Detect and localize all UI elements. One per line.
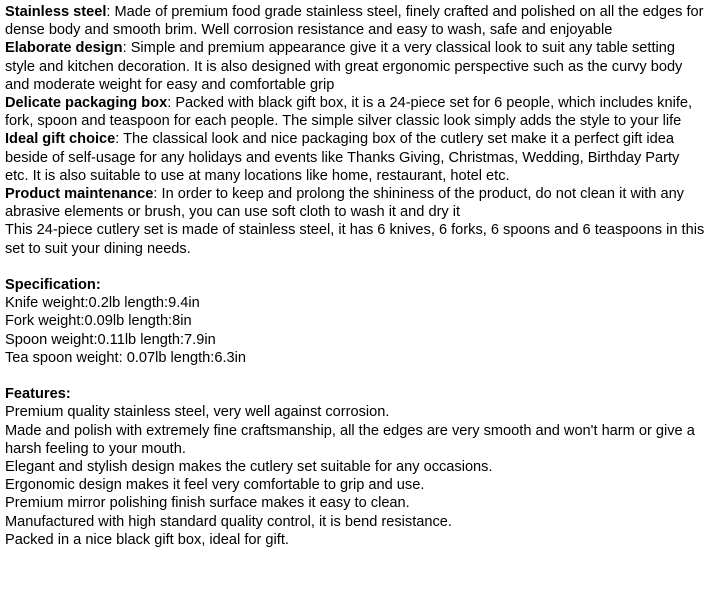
section-text: : In order to keep and prolong the shininess of the product, do not clean it with any abrasive elements or brush, you can use soft cloth to wash it and dry it — [5, 186, 684, 221]
features-heading: Features: — [5, 386, 71, 403]
section-heading: Product maintenance — [5, 186, 154, 203]
section-product-maintenance — [5, 185, 705, 221]
section-elaborate-design — [5, 39, 705, 94]
feature-line: Made and polish with extremely fine craftsmanship, all the edges are very smooth and won't harm or give a harsh feeling to your mouth. — [5, 422, 695, 457]
spec-line: Spoon weight:0.11lb length:7.9in — [5, 331, 216, 348]
feature-line: Premium mirror polishing finish surface makes it easy to clean. — [5, 495, 410, 512]
feature-line: Elegant and stylish design makes the cutlery set suitable for any occasions. — [5, 459, 493, 476]
feature-line: Manufactured with high standard quality control, it is bend resistance. — [5, 513, 452, 530]
section-heading: Ideal gift choice — [5, 131, 116, 148]
section-stainless-steel — [5, 3, 705, 39]
section-text: : Simple and premium appearance give it a very classical look to suit any table setting style and kitchen decoration. It is also designed with great ergonomic perspective such as the curvy body and moderate weight for easy and comfortable grip — [5, 40, 683, 93]
spacer — [5, 258, 705, 276]
spec-line: Tea spoon weight: 0.07lb length:6.3in — [5, 349, 246, 366]
section-text: : Made of premium food grade stainless steel, finely crafted and polished on all the edges for dense body and smooth brim. Well corrosion resistance and easy to wash, safe and enjoyable — [5, 4, 704, 39]
feature-line: Packed in a nice black gift box, ideal for gift. — [5, 531, 289, 548]
section-heading: Elaborate design — [5, 40, 123, 57]
section-heading: Delicate packaging box — [5, 95, 168, 112]
spec-line: Knife weight:0.2lb length:9.4in — [5, 295, 200, 312]
summary-text: This 24-piece cutlery set is made of stainless steel, it has 6 knives, 6 forks, 6 spoons and 6 teaspoons in this set to suit your dining needs. — [5, 222, 705, 257]
feature-line: Premium quality stainless steel, very well against corrosion. — [5, 404, 390, 421]
section-text: : The classical look and nice packaging box of the cutlery set make it a perfect gift idea beside of self-usage for any holidays and events like Thanks Giving, Christmas, Wedding, Birthday Party etc. It is also suitable to use at many locations like home, restaurant, hotel etc. — [5, 131, 680, 184]
section-ideal-gift-choice — [5, 130, 705, 185]
feature-line: Ergonomic design makes it feel very comfortable to grip and use. — [5, 477, 425, 494]
section-delicate-packaging-box — [5, 94, 705, 130]
section-text: : Packed with black gift box, it is a 24-piece set for 6 people, which includes knife, fork, spoon and teaspoon for each people. The simple silver classic look simply adds the style to your life — [5, 95, 693, 130]
spacer — [5, 367, 705, 385]
specification-heading: Specification: — [5, 277, 101, 294]
section-heading: Stainless steel — [5, 4, 107, 20]
product-description — [5, 3, 705, 549]
spec-line: Fork weight:0.09lb length:8in — [5, 313, 192, 330]
